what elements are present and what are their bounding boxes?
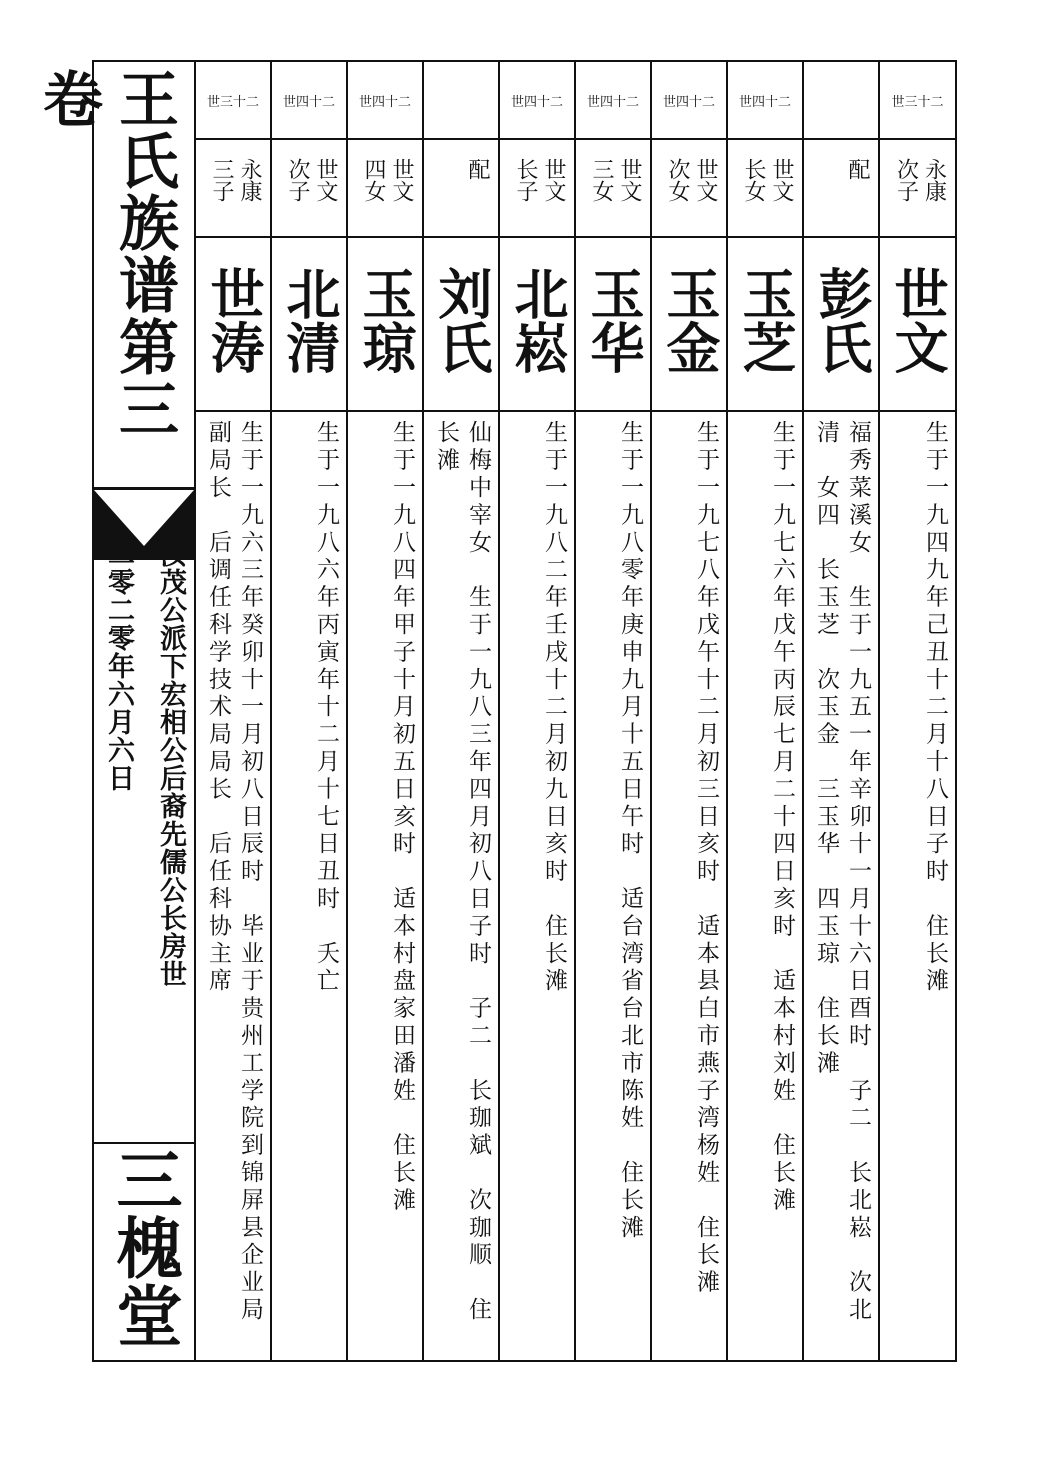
generation-label: 世四十二 (358, 94, 411, 110)
hall-box (94, 1142, 194, 1360)
genealogy-page (33, 60, 957, 1362)
title-box (33, 62, 194, 490)
biography-text: 生于一九八二年壬戌十二月初九日亥时 住长滩 (541, 420, 567, 996)
biography-text: 生于一九四九年己丑十二月十八日子时 住长滩 (922, 420, 948, 996)
entry-column (500, 62, 576, 1360)
relation-label: 世文 次子 (285, 158, 338, 202)
generation-label: 世四十二 (510, 94, 563, 110)
entry-column (196, 62, 272, 1360)
biography-text: 生于一九七六年戊午丙辰七月二十四日亥时 适本村刘姓 住长滩 (769, 420, 795, 1215)
person-name: 世文 (886, 266, 950, 374)
person-name: 彭氏 (810, 266, 874, 374)
generation-label: 世四十二 (282, 94, 335, 110)
person-name: 北崧 (506, 266, 570, 374)
entry-column (348, 62, 424, 1360)
hall-name: 三槐堂 (105, 1146, 183, 1350)
entry-column (272, 62, 348, 1360)
entry-column (804, 62, 880, 1360)
entries-grid (196, 62, 955, 1360)
biography-text: 仙梅中宰女 生于一九八三年四月初八日子时 子二 长珈斌 次珈顺 住 长滩 (433, 420, 491, 1325)
entry-column (424, 62, 500, 1360)
generation-label: 世四十二 (586, 94, 639, 110)
lineage-subtitle: 汝茂公派下宏相公后裔先儒公长房世 (155, 540, 186, 988)
relation-label: 永康 三子 (209, 158, 262, 202)
entry-column (652, 62, 728, 1360)
person-name: 玉金 (658, 266, 722, 374)
entry-column (576, 62, 652, 1360)
relation-label: 世文 长子 (513, 158, 566, 202)
left-panel (33, 62, 196, 1360)
generation-label: 世四十二 (662, 94, 715, 110)
compile-date: 二零二零年六月六日 (103, 540, 134, 792)
biography-text: 生于一九七八年戊午十二月初三日亥时 适本县白市燕子湾杨姓 住长滩 (693, 420, 719, 1297)
entry-column (728, 62, 804, 1360)
relation-label: 世文 四女 (361, 158, 414, 202)
person-name: 世涛 (202, 266, 266, 374)
biography-text: 福秀菜溪女 生于一九五一年辛卯十一月十六日酉时 子二 长北崧 次北 清 女四 长玉芝 次玉金 三玉华 四玉琼 住长滩 (813, 420, 871, 1325)
relation-label: 世文 三女 (589, 158, 642, 202)
ribbon-notch (94, 490, 194, 546)
relation-label: 永康 次子 (893, 158, 947, 202)
biography-text: 生于一九八零年庚申九月十五日午时 适台湾省台北市陈姓 住长滩 (617, 420, 643, 1242)
generation-label: 世四十二 (738, 94, 791, 110)
generation-label: 世三十二 (891, 94, 944, 110)
entry-column (880, 62, 955, 1360)
book-title: 王氏族谱第三卷 (33, 68, 179, 440)
relation-label: 配 (465, 158, 490, 180)
biography-text: 生于一九八六年丙寅年十二月十七日丑时 夭亡 (313, 420, 339, 996)
biography-text: 生于一九六三年癸卯十一月初八日辰时 毕业于贵州工学院到锦屏县企业局 副局长 后调任科学技术局局长 后任科协主席 (205, 420, 263, 1325)
generation-label: 世三十二 (206, 94, 259, 110)
relation-label: 世文 长女 (741, 158, 794, 202)
person-name: 玉琼 (354, 266, 418, 374)
person-name: 玉芝 (734, 266, 798, 374)
person-name: 刘氏 (430, 266, 494, 374)
biography-text: 生于一九八四年甲子十月初五日亥时 适本村盘家田潘姓 住长滩 (389, 420, 415, 1215)
person-name: 玉华 (582, 266, 646, 374)
relation-label: 配 (845, 158, 870, 180)
relation-label: 世文 次女 (665, 158, 718, 202)
person-name: 北清 (278, 266, 342, 374)
